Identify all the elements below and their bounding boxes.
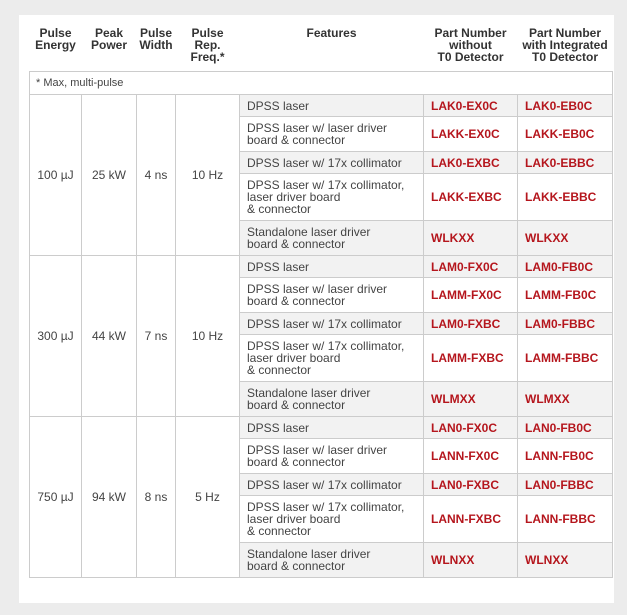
header-row bbox=[30, 25, 613, 72]
header-line: Freq.* bbox=[190, 50, 225, 64]
cell-pn-without: LAN0-FXBC bbox=[424, 474, 518, 496]
header-line: T0 Detector bbox=[437, 50, 504, 64]
header-line: Features bbox=[306, 26, 357, 40]
header-line: Width bbox=[139, 38, 173, 52]
header-line: Pulse bbox=[39, 26, 72, 40]
header-pulse-energy bbox=[30, 25, 82, 72]
cell-rep-freq: 10 Hz bbox=[176, 256, 240, 417]
header-features bbox=[240, 25, 424, 72]
feature-line: DPSS laser w/ 17x collimator bbox=[247, 477, 402, 492]
cell-rep-freq: 5 Hz bbox=[176, 417, 240, 578]
table-row bbox=[30, 95, 613, 117]
cell-pulse-width: 4 ns bbox=[137, 95, 176, 256]
header-line: Energy bbox=[35, 38, 76, 52]
feature-line: board & connector bbox=[247, 398, 346, 412]
feature-line: DPSS laser bbox=[247, 98, 310, 113]
table-row bbox=[30, 256, 613, 278]
cell-pulse-width: 7 ns bbox=[137, 256, 176, 417]
feature-line: board & connector bbox=[247, 455, 346, 469]
cell-feature bbox=[240, 417, 424, 439]
header-line: Peak bbox=[94, 26, 124, 40]
feature-line: DPSS laser w/ 17x collimator, bbox=[247, 339, 405, 353]
cell-feature bbox=[240, 474, 424, 496]
cell-feature bbox=[240, 382, 424, 417]
feature-line: DPSS laser bbox=[247, 420, 310, 435]
feature-line: DPSS laser w/ laser driver bbox=[247, 121, 388, 135]
cell-feature bbox=[240, 335, 424, 382]
cell-feature bbox=[240, 95, 424, 117]
feature-line: laser driver board bbox=[247, 351, 341, 365]
cell-pn-with: LAK0-EBBC bbox=[518, 152, 613, 174]
cell-feature bbox=[240, 152, 424, 174]
cell-pn-without: LAMM-FXBC bbox=[424, 335, 518, 382]
cell-pulse-energy: 100 µJ bbox=[30, 95, 82, 256]
cell-pulse-energy: 750 µJ bbox=[30, 417, 82, 578]
feature-line: board & connector bbox=[247, 237, 346, 251]
feature-line: Standalone laser driver bbox=[247, 386, 371, 400]
feature-line: DPSS laser w/ 17x collimator bbox=[247, 316, 402, 331]
feature-line: Standalone laser driver bbox=[247, 225, 371, 239]
header-line: Pulse Rep. bbox=[191, 26, 224, 52]
feature-line: DPSS laser w/ 17x collimator, bbox=[247, 500, 405, 514]
cell-pn-with: LAM0-FB0C bbox=[518, 256, 613, 278]
cell-pn-with: WLNXX bbox=[518, 543, 613, 578]
feature-line: board & connector bbox=[247, 133, 346, 147]
feature-line: board & connector bbox=[247, 294, 346, 308]
feature-line: laser driver board bbox=[247, 190, 341, 204]
cell-peak-power: 25 kW bbox=[82, 95, 137, 256]
header-rep-freq bbox=[176, 25, 240, 72]
cell-pn-with: LAK0-EB0C bbox=[518, 95, 613, 117]
header-pn-without bbox=[424, 25, 518, 72]
cell-feature bbox=[240, 256, 424, 278]
cell-pn-without: WLMXX bbox=[424, 382, 518, 417]
feature-line: DPSS laser bbox=[247, 259, 310, 274]
cell-pulse-energy: 300 µJ bbox=[30, 256, 82, 417]
feature-line: laser driver board bbox=[247, 512, 341, 526]
footnote: * Max, multi-pulse bbox=[30, 72, 613, 95]
cell-pn-with: LAKK-EB0C bbox=[518, 117, 613, 152]
cell-pn-with: WLMXX bbox=[518, 382, 613, 417]
cell-pn-with: LANN-FB0C bbox=[518, 439, 613, 474]
cell-peak-power: 44 kW bbox=[82, 256, 137, 417]
feature-line: DPSS laser w/ 17x collimator, bbox=[247, 178, 405, 192]
cell-feature bbox=[240, 313, 424, 335]
cell-pn-with: LANN-FBBC bbox=[518, 496, 613, 543]
cell-peak-power: 94 kW bbox=[82, 417, 137, 578]
cell-feature bbox=[240, 439, 424, 474]
feature-line: board & connector bbox=[247, 559, 346, 573]
header-line: Pulse bbox=[139, 26, 172, 40]
cell-feature bbox=[240, 117, 424, 152]
header-pn-with bbox=[518, 25, 613, 72]
cell-feature bbox=[240, 221, 424, 256]
cell-pn-with: LAM0-FBBC bbox=[518, 313, 613, 335]
feature-line: Standalone laser driver bbox=[247, 547, 371, 561]
spec-table-panel bbox=[19, 15, 614, 603]
cell-pn-without: LAKK-EXBC bbox=[424, 174, 518, 221]
cell-pn-without: LAN0-FX0C bbox=[424, 417, 518, 439]
feature-line: DPSS laser w/ laser driver bbox=[247, 282, 388, 296]
part-number-table bbox=[29, 25, 613, 578]
feature-line: DPSS laser w/ laser driver bbox=[247, 443, 388, 457]
cell-feature bbox=[240, 496, 424, 543]
feature-line: & connector bbox=[247, 363, 312, 377]
cell-pn-without: LAM0-FXBC bbox=[424, 313, 518, 335]
cell-pn-without: LAK0-EX0C bbox=[424, 95, 518, 117]
cell-feature bbox=[240, 174, 424, 221]
cell-pn-with: LAN0-FBBC bbox=[518, 474, 613, 496]
cell-pn-without: LANN-FX0C bbox=[424, 439, 518, 474]
cell-feature bbox=[240, 278, 424, 313]
note-row bbox=[30, 72, 613, 95]
cell-pn-with: LAMM-FBBC bbox=[518, 335, 613, 382]
header-line: Part Number bbox=[434, 26, 507, 40]
cell-pn-without: WLNXX bbox=[424, 543, 518, 578]
cell-pn-with: LAMM-FB0C bbox=[518, 278, 613, 313]
cell-feature bbox=[240, 543, 424, 578]
cell-pn-with: LAN0-FB0C bbox=[518, 417, 613, 439]
header-line: Power bbox=[90, 38, 127, 52]
cell-pn-without: LAK0-EXBC bbox=[424, 152, 518, 174]
cell-pn-with: WLKXX bbox=[518, 221, 613, 256]
feature-line: DPSS laser w/ 17x collimator bbox=[247, 155, 402, 170]
feature-line: & connector bbox=[247, 202, 312, 216]
cell-pn-without: LAM0-FX0C bbox=[424, 256, 518, 278]
header-line: Part Number bbox=[528, 26, 602, 40]
header-peak-power bbox=[82, 25, 137, 72]
cell-pn-without: LAMM-FX0C bbox=[424, 278, 518, 313]
cell-pn-without: LANN-FXBC bbox=[424, 496, 518, 543]
feature-line: & connector bbox=[247, 524, 312, 538]
header-pulse-width bbox=[137, 25, 176, 72]
cell-pn-with: LAKK-EBBC bbox=[518, 174, 613, 221]
cell-pulse-width: 8 ns bbox=[137, 417, 176, 578]
table-row bbox=[30, 417, 613, 439]
header-line: without bbox=[449, 38, 492, 52]
cell-rep-freq: 10 Hz bbox=[176, 95, 240, 256]
header-line: with Integrated bbox=[522, 38, 608, 52]
cell-pn-without: WLKXX bbox=[424, 221, 518, 256]
header-line: T0 Detector bbox=[531, 50, 599, 64]
cell-pn-without: LAKK-EX0C bbox=[424, 117, 518, 152]
